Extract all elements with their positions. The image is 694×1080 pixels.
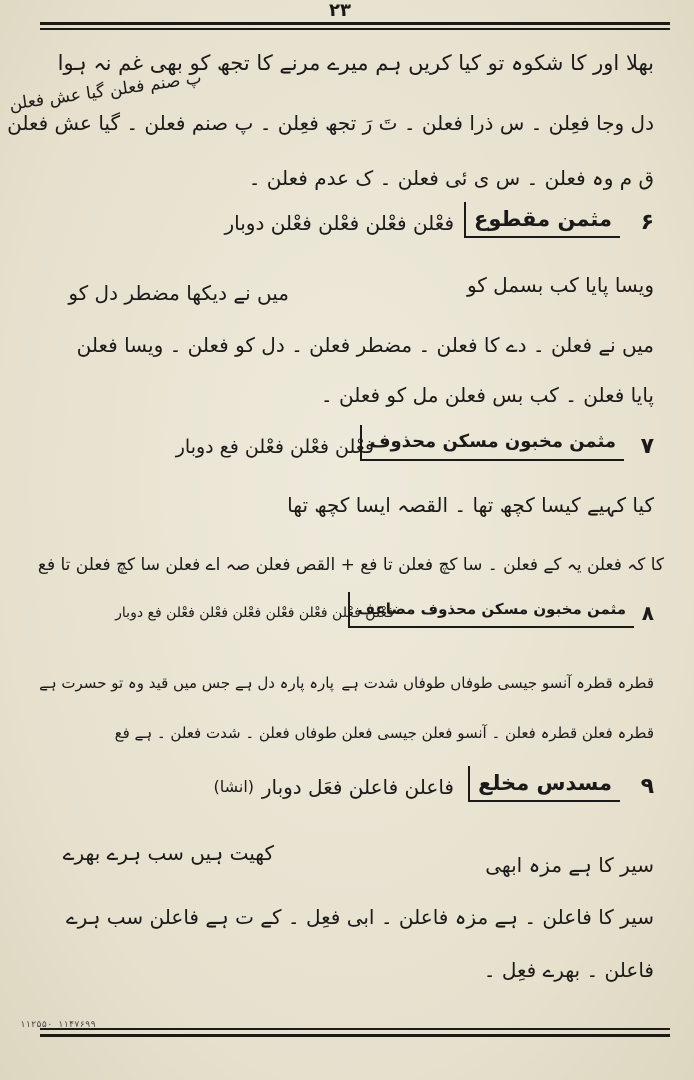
verse-9-line-2: کھیت ہیں سب ہرے بھرے [62, 841, 274, 865]
meter-pattern-9: فاعلن فاعلن فعَل دوبار [261, 775, 454, 799]
margin-note: پ صنم فعلن گیا عش فعلن [8, 68, 203, 115]
verse-6-line-2: ویسا پایا کب بسمل کو [466, 273, 654, 297]
verse-8-line-1: قطرہ قطرہ آنسو جیسی طوفاں طوفاں شدت ہے [341, 674, 654, 692]
bottom-rule-thin [40, 1028, 670, 1030]
verse-6-line-1: میں نے دیکھا مضطر دل کو [68, 281, 289, 305]
top-rule [40, 22, 670, 25]
page-number: ۲۳ [329, 0, 351, 21]
meter-name-7: مثمن مخبون مسکن محذوف [360, 425, 624, 461]
verse-9-line-1: سیر کا ہے مزہ ابھی [485, 853, 654, 877]
top-rule-thin [40, 28, 670, 30]
meter-pattern-7: فعْلن فعْلن فعْلن فع دوبار [175, 436, 374, 458]
bottom-rule [40, 1034, 670, 1037]
scansion-9-line-1: سیر کا فاعلن ۔ ہے مزہ فاعلن ۔ ابی فعِل ۔ کے ت ہے فاعلن سب ہرے [65, 905, 654, 929]
print-imprint: ۱۱۲۵۵۰ ۱۱۴۷۶۹۹ [20, 1020, 96, 1030]
meter-number-9: ۹ [640, 774, 654, 799]
scansion-6-line-1: میں نے فعلن ۔ دے کا فعلن ۔ مضطر فعلن ۔ دل کو فعلن ۔ ویسا فعلن [76, 333, 654, 357]
verse-7: کیا کہیے کیسا کچھ تھا ۔ القصہ ایسا کچھ تھا [287, 493, 654, 517]
scansion-line-2: ق م وہ فعلن ۔ س ی ئی فعلن ۔ ک عدم فعلن ۔ [248, 166, 654, 190]
meter-name-9: مسدس مخلع [468, 766, 620, 802]
meter-number-8: ۸ [641, 601, 654, 625]
scansion-7: کا کہ فعلن یہ کے فعلن ۔ سا کچ فعلن تا فع + القص فعلن صہ اے فعلن سا کچ فعلن تا فع [37, 555, 664, 575]
meter-name-6: مثمن مقطوع [464, 202, 620, 238]
scansion-9-line-2: فاعلن ۔ بھرے فعِل ۔ [483, 958, 654, 982]
scansion-6-line-2: پایا فعلن ۔ کب بس فعلن مل کو فعلن ۔ [320, 383, 654, 407]
verse-8-line-2: پارہ پارہ دل ہے جس میں قید وہ تو حسرت ہے [39, 674, 334, 692]
meter-number-6: ۶ [640, 210, 654, 235]
meter-name-8: مثمن مخبون مسکن محذوف مضاعف [348, 592, 634, 628]
scansion-8: قطرہ فعلن قطرہ فعلن ۔ آنسو فعلن جیسی فعلن طوفاں فعلن ۔ شدت فعلن ۔ ہے فع [114, 724, 654, 742]
meter-number-7: ۷ [640, 434, 654, 459]
meter-note-9: (انشا) [213, 777, 254, 796]
scansion-line-1: دل وجا فعِلن ۔ س ذرا فعلن ۔ تَ رَ تجھ فعِلن ۔ پ صنم فعلن ۔ گیا عش فعلن [7, 111, 654, 135]
meter-pattern-6: فعْلن فعْلن فعْلن فعْلن دوبار [224, 211, 454, 235]
meter-pattern-8: فعْلن فعْلن فعْلن فعْلن فعْلن فعْلن فعْلن فع دوبار [115, 605, 394, 621]
verse-line-1: بھلا اور کا شکوہ تو کیا کریں ہم میرے مرنے کا تجھ کو بھی غم نہ ہوا [57, 51, 654, 75]
